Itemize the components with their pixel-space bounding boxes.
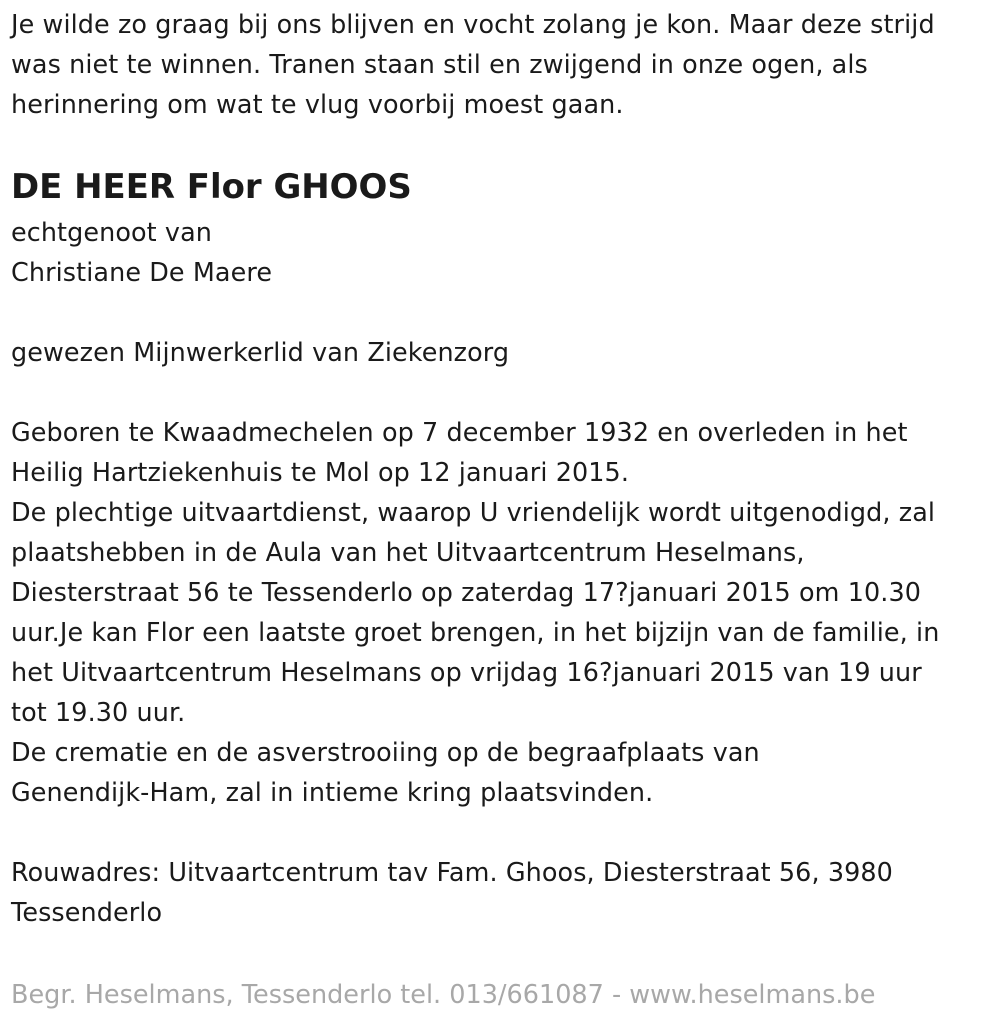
details-line: plaatshebben in de Aula van het Uitvaartcentrum Heselmans, (11, 537, 805, 567)
spacer (11, 372, 988, 412)
spacer (11, 292, 988, 332)
intro-line: herinnering om wat te vlug voorbij moest gaan. (11, 89, 624, 119)
details-line: Genendijk-Ham, zal in intieme kring plaatsvinden. (11, 777, 654, 807)
former-membership: gewezen Mijnwerkerlid van Ziekenzorg (11, 337, 510, 367)
intro-line: was niet te winnen. Tranen staan stil en zwijgend in onze ogen, als (11, 49, 868, 79)
funeral-home-footer: Begr. Heselmans, Tessenderlo tel. 013/661087 - www.heselmans.be (11, 980, 876, 1010)
mourning-address (11, 852, 988, 932)
details-block (11, 412, 988, 812)
deceased-name: DE HEER Flor GHOOS (11, 168, 412, 207)
intro-text (11, 4, 988, 124)
details-line: De crematie en de asverstrooiing op de begraafplaats van (11, 737, 760, 767)
details-line: Diesterstraat 56 te Tessenderlo op zaterdag 17?januari 2015 om 10.30 (11, 577, 922, 607)
details-line: uur.Je kan Flor een laatste groet brengen, in het bijzijn van de familie, in (11, 617, 940, 647)
spouse-label: echtgenoot van (11, 217, 212, 247)
spouse-name: Christiane De Maere (11, 257, 273, 287)
address-line: Rouwadres: Uitvaartcentrum tav Fam. Ghoos, Diesterstraat 56, 3980 (11, 857, 893, 887)
intro-line: Je wilde zo graag bij ons blijven en vocht zolang je kon. Maar deze strijd (11, 9, 935, 39)
spacer (11, 812, 988, 852)
details-line: het Uitvaartcentrum Heselmans op vrijdag 16?januari 2015 van 19 uur (11, 657, 922, 687)
address-line: Tessenderlo (11, 897, 163, 927)
details-line: De plechtige uitvaartdienst, waarop U vriendelijk wordt uitgenodigd, zal (11, 497, 936, 527)
details-line: Geboren te Kwaadmechelen op 7 december 1932 en overleden in het (11, 417, 908, 447)
details-line: Heilig Hartziekenhuis te Mol op 12 januari 2015. (11, 457, 630, 487)
spouse-block (11, 212, 988, 292)
details-line: tot 19.30 uur. (11, 697, 186, 727)
